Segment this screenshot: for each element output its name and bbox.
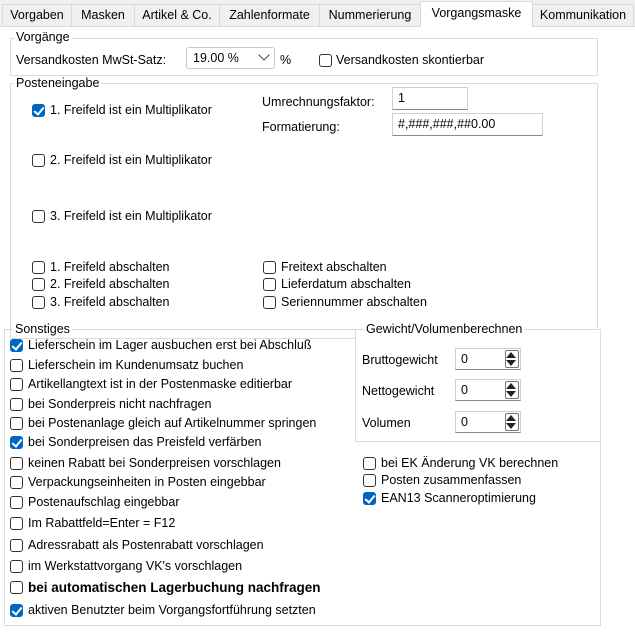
posten-zusammenfassen-label: Posten zusammenfassen [381, 473, 522, 487]
netto-label: Nettogewicht [362, 384, 435, 398]
freifeld1-abschalten-label: 1. Freifeld abschalten [50, 260, 170, 274]
sonstiges-checkbox-10[interactable] [10, 539, 23, 552]
sonstiges-label-1: Lieferschein im Kundenumsatz buchen [28, 358, 244, 372]
freifeld1-multiplikator-label: 1. Freifeld ist ein Multiplikator [50, 103, 212, 117]
sonstiges-label-13: aktiven Benutzter beim Vorgangsfortführung setzten [28, 603, 316, 617]
group-posteneingabe-title: Posteneingabe [16, 76, 100, 90]
sonstiges-label-0: Lieferschein im Lager ausbuchen erst bei Abschluß [28, 338, 312, 352]
tab-artikel[interactable]: Artikel & Co. [134, 4, 220, 26]
freitext-abschalten-checkbox[interactable] [263, 261, 276, 274]
brutto-label: Bruttogewicht [362, 353, 438, 367]
sonstiges-label-2: Artikellangtext ist in der Postenmaske editierbar [28, 377, 293, 391]
tab-bar [0, 0, 635, 27]
sonstiges-checkbox-12[interactable] [10, 581, 23, 594]
spin-down-icon [506, 360, 516, 366]
volumen-label: Volumen [362, 416, 411, 430]
skonto-label: Versandkosten skontierbar [336, 53, 485, 67]
sonstiges-label-4: bei Postenanlage gleich auf Artikelnummer springen [28, 416, 317, 430]
sonstiges-label-8: Postenaufschlag eingebbar [28, 495, 180, 509]
freifeld1-abschalten-checkbox[interactable] [32, 261, 45, 274]
freifeld3-multiplikator-checkbox[interactable] [32, 210, 45, 223]
freifeld3-abschalten-checkbox[interactable] [32, 296, 45, 309]
tab-masken[interactable]: Masken [71, 4, 135, 26]
freifeld1-multiplikator-checkbox[interactable] [32, 104, 45, 117]
sonstiges-checkbox-3[interactable] [10, 398, 23, 411]
brutto-value: 0 [461, 352, 468, 366]
umrechnung-label: Umrechnungsfaktor: [262, 95, 375, 109]
umrechnung-input[interactable]: 1 [392, 87, 468, 110]
sonstiges-checkbox-11[interactable] [10, 560, 23, 573]
sonstiges-label-3: bei Sonderpreis nicht nachfragen [28, 397, 212, 411]
sonstiges-checkbox-1[interactable] [10, 359, 23, 372]
sonstiges-checkbox-2[interactable] [10, 378, 23, 391]
sonstiges-checkbox-7[interactable] [10, 476, 23, 489]
netto-spinbox[interactable] [455, 379, 521, 401]
group-vorgaenge-title: Vorgänge [16, 30, 70, 44]
lieferdatum-abschalten-label: Lieferdatum abschalten [281, 277, 411, 291]
sonstiges-label-5: bei Sonderpreisen das Preisfeld verfärben [28, 435, 262, 449]
seriennummer-abschalten-checkbox[interactable] [263, 296, 276, 309]
freifeld2-abschalten-checkbox[interactable] [32, 278, 45, 291]
sonstiges-checkbox-8[interactable] [10, 496, 23, 509]
ek-aenderung-checkbox[interactable] [363, 457, 376, 470]
sonstiges-checkbox-5[interactable] [10, 436, 23, 449]
sonstiges-label-6: keinen Rabatt bei Sonderpreisen vorschlagen [28, 456, 281, 470]
percent-label: % [280, 53, 292, 67]
sonstiges-checkbox-9[interactable] [10, 517, 23, 530]
spin-up-icon [506, 352, 516, 358]
sonstiges-checkbox-0[interactable] [10, 339, 23, 352]
tab-nummerierung[interactable]: Nummerierung [319, 4, 421, 26]
sonstiges-checkbox-13[interactable] [10, 604, 23, 617]
ean13-label: EAN13 Scanneroptimierung [381, 491, 536, 505]
freitext-abschalten-label: Freitext abschalten [281, 260, 387, 274]
mwst-select[interactable] [186, 47, 275, 69]
spin-down-icon [506, 391, 516, 397]
mwst-select-value: 19.00 % [193, 51, 239, 65]
tab-vorgaben[interactable]: Vorgaben [2, 4, 72, 26]
sonstiges-label-12: bei automatischen Lagerbuchung nachfragen [28, 580, 321, 595]
ek-aenderung-label: bei EK Änderung VK berechnen [381, 456, 559, 470]
spin-down-icon [506, 423, 516, 429]
seriennummer-abschalten-label: Seriennummer abschalten [281, 295, 427, 309]
sonstiges-label-11: im Werkstattvorgang VK's vorschlagen [28, 559, 243, 573]
freifeld2-multiplikator-label: 2. Freifeld ist ein Multiplikator [50, 153, 212, 167]
freifeld2-multiplikator-checkbox[interactable] [32, 154, 45, 167]
volumen-value: 0 [461, 415, 468, 429]
ean13-checkbox[interactable] [363, 492, 376, 505]
sonstiges-label-9: Im Rabattfeld=Enter = F12 [28, 516, 176, 530]
volumen-spinbox[interactable] [455, 411, 521, 433]
mwst-label: Versandkosten MwSt-Satz: [16, 53, 167, 67]
spin-up-icon [506, 415, 516, 421]
tab-zahlenformate[interactable]: Zahlenformate [219, 4, 320, 26]
freifeld2-abschalten-label: 2. Freifeld abschalten [50, 277, 170, 291]
tab-panel-vorgangsmaske [0, 26, 635, 643]
skonto-checkbox[interactable] [319, 54, 332, 67]
freifeld3-abschalten-label: 3. Freifeld abschalten [50, 295, 170, 309]
sonstiges-label-10: Adressrabatt als Postenrabatt vorschlagen [28, 538, 264, 552]
formatierung-input[interactable]: #,###,###,##0.00 [392, 113, 543, 136]
posten-zusammenfassen-checkbox[interactable] [363, 474, 376, 487]
netto-value: 0 [461, 383, 468, 397]
group-sonstiges-title: Sonstiges [15, 322, 70, 336]
sonstiges-checkbox-4[interactable] [10, 417, 23, 430]
group-gewicht-title: Gewicht/Volumenberechnen [366, 322, 523, 336]
tab-vorgangsmaske[interactable]: Vorgangsmaske [420, 1, 533, 27]
sonstiges-checkbox-6[interactable] [10, 457, 23, 470]
chevron-down-icon [258, 49, 269, 60]
spin-up-icon [506, 383, 516, 389]
sonstiges-label-7: Verpackungseinheiten in Posten eingebbar [28, 475, 266, 489]
brutto-spinbox[interactable] [455, 348, 521, 370]
freifeld3-multiplikator-label: 3. Freifeld ist ein Multiplikator [50, 209, 212, 223]
lieferdatum-abschalten-checkbox[interactable] [263, 278, 276, 291]
tab-kommunikation[interactable]: Kommunikation [532, 4, 634, 26]
formatierung-label: Formatierung: [262, 120, 340, 134]
